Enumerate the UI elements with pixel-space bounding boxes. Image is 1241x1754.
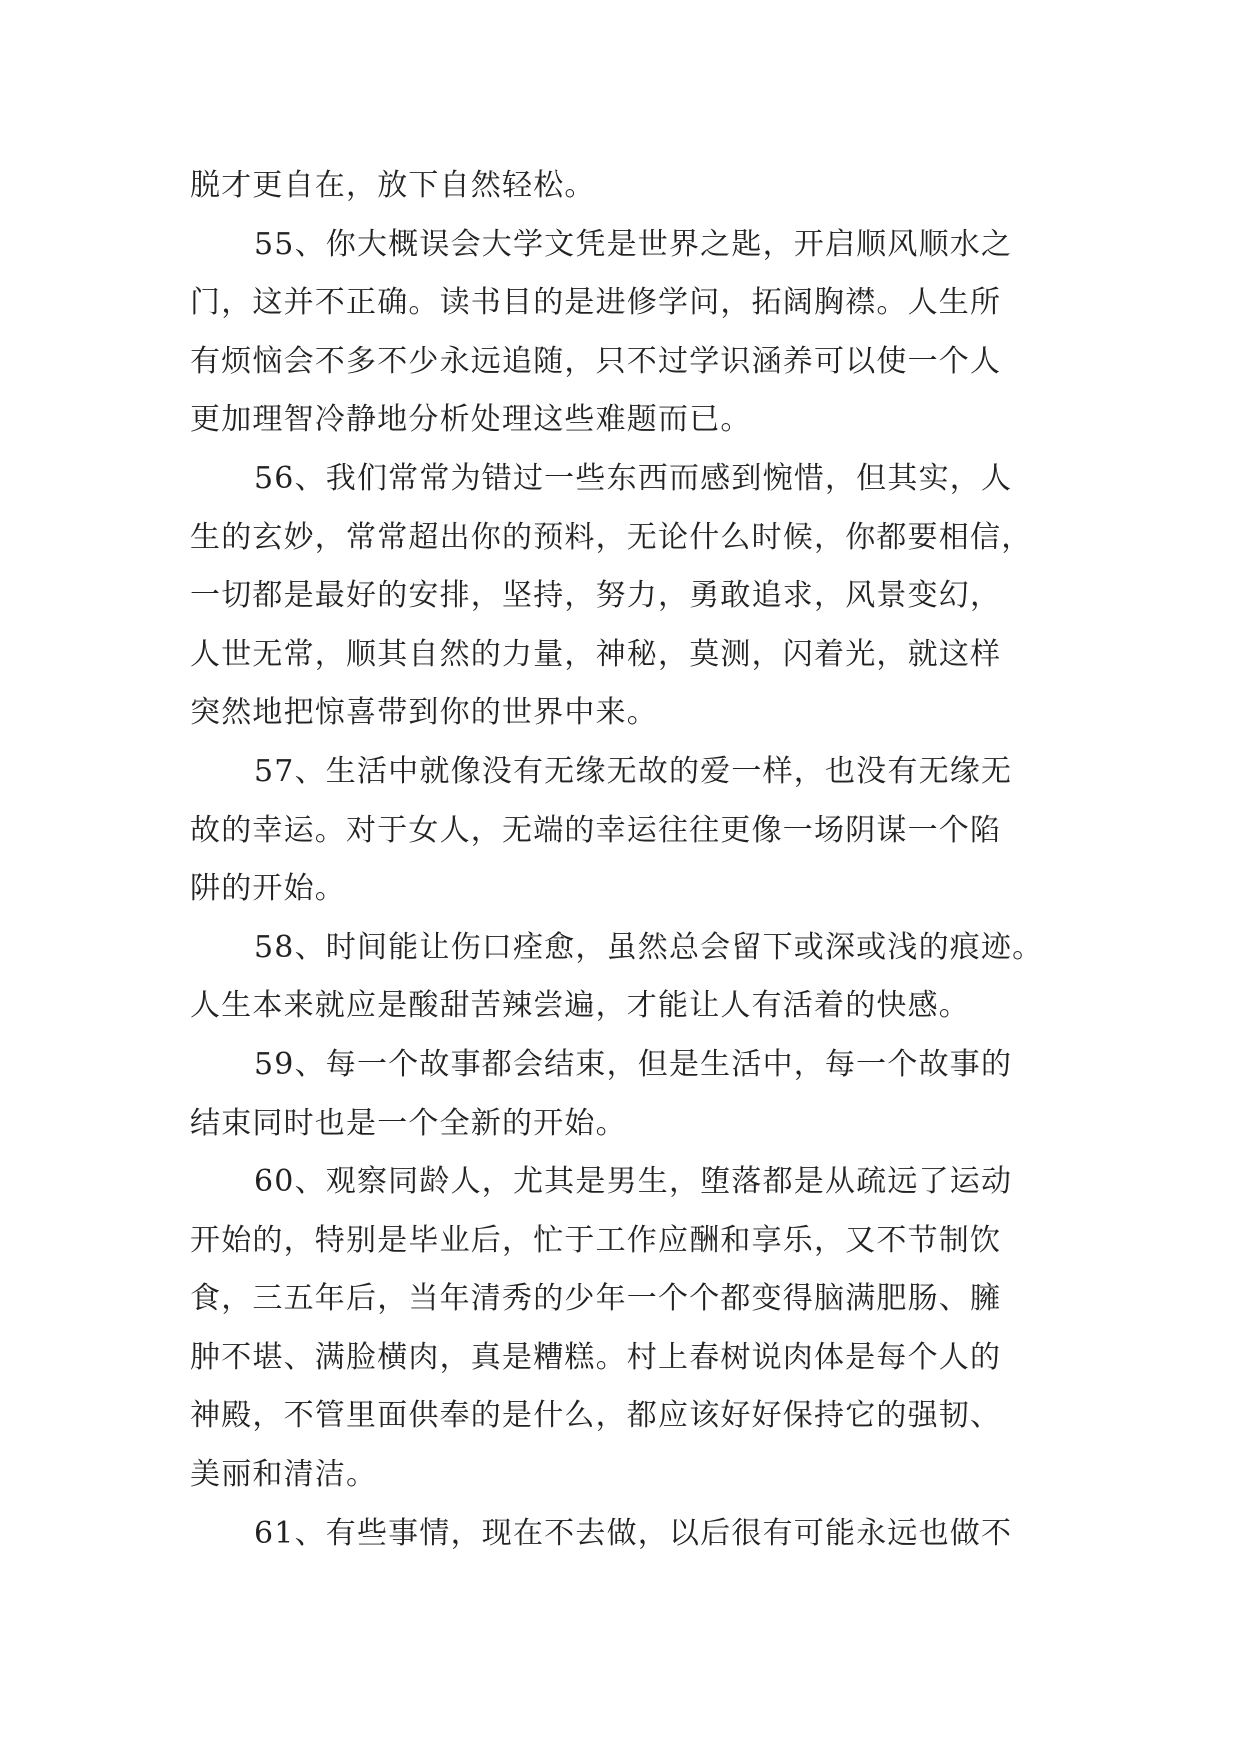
text-line: 一切都是最好的安排，坚持，努力，勇敢追求，风景变幻， <box>190 578 1002 614</box>
paragraph-57-line: 57、生活中就像没有无缘无故的爱一样，也没有无缘无 <box>254 753 1013 789</box>
text-line: 更加理智冷静地分析处理这些难题而已。 <box>190 402 752 438</box>
text-line: 人世无常，顺其自然的力量，神秘，莫测，闪着光，就这样 <box>190 636 1002 672</box>
text-line: 门，这并不正确。读书目的是进修学问，拓阔胸襟。人生所 <box>190 285 1002 321</box>
text-line: 生的玄妙，常常超出你的预料，无论什么时候，你都要相信， <box>190 519 1033 555</box>
document-body <box>190 157 1060 1563</box>
text-line: 食，三五年后，当年清秀的少年一个个都变得脑满肥肠、臃 <box>190 1281 1002 1317</box>
text-line: 人生本来就应是酸甜苦辣尝遍，才能让人有活着的快感。 <box>190 988 970 1024</box>
paragraph-55-line: 55、你大概误会大学文凭是世界之匙，开启顺风顺水之 <box>254 226 1013 262</box>
text-line: 肿不堪、满脸横肉，真是糟糕。村上春树说肉体是每个人的 <box>190 1339 1002 1375</box>
text-line: 突然地把惊喜带到你的世界中来。 <box>190 695 658 731</box>
text-line: 阱的开始。 <box>190 871 346 907</box>
paragraph-59-line: 59、每一个故事都会结束，但是生活中，每一个故事的 <box>254 1046 1013 1082</box>
paragraph-58-line: 58、时间能让伤口痊愈，虽然总会留下或深或浅的痕迹。 <box>254 929 1044 965</box>
text-line: 结束同时也是一个全新的开始。 <box>190 1105 627 1141</box>
paragraph-61-line: 61、有些事情，现在不去做，以后很有可能永远也做不 <box>254 1515 1013 1551</box>
text-line: 神殿，不管里面供奉的是什么，都应该好好保持它的强韧、 <box>190 1398 1002 1434</box>
text-line: 有烦恼会不多不少永远追随，只不过学识涵养可以使一个人 <box>190 343 1002 379</box>
paragraph-56-line: 56、我们常常为错过一些东西而感到惋惜，但其实，人 <box>254 460 1013 496</box>
text-line: 美丽和清洁。 <box>190 1457 378 1493</box>
paragraph-60-line: 60、观察同龄人，尤其是男生，堕落都是从疏远了运动 <box>254 1164 1013 1200</box>
text-line: 故的幸运。对于女人，无端的幸运往往更像一场阴谋一个陷 <box>190 812 1002 848</box>
text-line: 开始的，特别是毕业后，忙于工作应酬和享乐，又不节制饮 <box>190 1222 1002 1258</box>
text-line: 脱才更自在，放下自然轻松。 <box>190 168 596 203</box>
